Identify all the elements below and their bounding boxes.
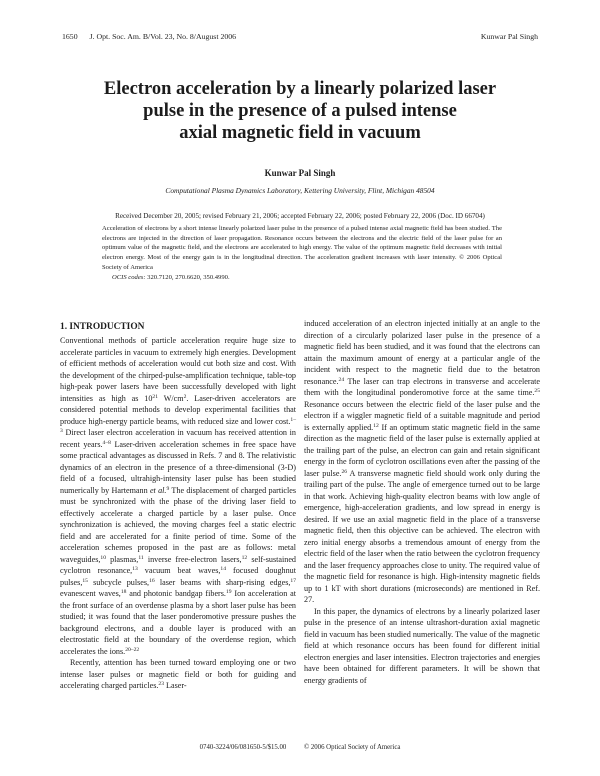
page-number: 1650 — [62, 31, 78, 41]
page-footer — [0, 744, 600, 751]
received-dates: Received December 20, 2005; revised February 21, 2006; accepted February 22, 2006; posted February 22, 2006 (Doc. ID 66704) — [115, 212, 485, 220]
intro-paragraph-1: Conventional methods of particle acceleration require huge size to accelerate particles in vacuum to extremely high energies. Development of efficient methods of acceleration would cut both size and cost. With the development of the chirped-pulse-amplification technique, table-top high-peak power lasers have been successfully developed with light intensities as high as $10^{21}$ $W/cm^2$. Laser-driven accelerators are considered potential methods to develop experimental facilities that produce high-energy particle beams, with reduced size and lower cost.$^{1-3}$ Direct laser electron acceleration in vacuum has received attention in recent years.$^{4-8}$ Laser-driven acceleration schemes in free space have some practical advantages as discussed in Refs. 7 and 8. The relativistic dynamics of an electron in the presence of a three-dimensional (3-D) field of a focused, ultrahigh-intensity laser pulse has been studied numerically by Hartemann et al.$^9$ The displacement of charged particles must be synchronized with the phase of the driving laser field to effectively accelerate a charged particle by a laser pulse. Once synchronization is achieved, the moving charges feel a static electric field and are accelerated for a finite period of time. Some of the acceleration schemes proposed in the past are as follows: metal waveguides,$^{10}$ plasmas,$^{11}$ inverse free-electron lasers,$^{12}$ self-sustained cyclotron resonance,$^{13}$ vacuum beat waves,$^{14}$ focused doughnut pulses,$^{15}$ subcycle pulses,$^{16}$ laser beams with sharp-rising edges,$^{17}$ evanescent waves,$^{18}$ and photonic bandgap fibers.$^{19}$ Ion acceleration at the front surface of an overdense plasma by a short laser pulse has been studied; it was found that the laser ponderomotive pressure pushes the background electrons, and a double layer is produced with an electrostatic field at the boundary of the overdense region, which accelerates the ions.$^{20-22}$ — [60, 336, 296, 656]
intro-paragraph-3: In this paper, the dynamics of electrons by a linearly polarized laser pulse in the presence of an intense ultrashort-duration axial magnetic field in vacuum has been studied numerically. The value of the magnetic field at which resonance occurs has been found for different initial electron energies and laser intensities. Electron trajectories and energies have been obtained for different parameters. It will be shown that energy gradients of — [304, 606, 540, 685]
running-header — [62, 30, 538, 42]
abstract-text: Acceleration of electrons by a short intense linearly polarized laser pulse in the presence of a pulsed intense axial magnetic field has been studied. The electrons are injected in the direction of laser propagation. Resonance occurs between the electrons and the electric field of the laser pulse for an optimum value of the magnetic field, and the electrons are accelerated to high energy. The value of the optimum magnetic field decreases with initial electron energy. Most of the energy gain is in the longitudinal direction. The acceleration gradient increases with laser intensity. © 2006 Optical Society of America — [102, 225, 502, 271]
left-column — [60, 318, 296, 692]
abstract — [102, 224, 502, 282]
paper-title — [60, 78, 540, 144]
ocis-label: OCIS codes: — [112, 273, 146, 281]
journal-citation: J. Opt. Soc. Am. B/Vol. 23, No. 8/August 2006 — [89, 31, 237, 41]
title-line-2: pulse in the presence of a pulsed intense — [143, 101, 457, 121]
title-line-1: Electron acceleration by a linearly polarized laser — [103, 79, 497, 99]
title-line-3: axial magnetic field in vacuum — [179, 123, 421, 143]
intro-paragraph-2-cont: induced acceleration of an electron injected initially at an angle to the direction of a circularly polarized laser pulse in the presence of a magnetic field has been studied, and it was found that the electrons can attain the maximum amount of energy at a particular angle of the incident with respect to the magnetic field due to the betatron resonance.$^{24}$ The laser can trap electrons in transverse and accelerate them with the longitudinal ponderomotive force at the same time.$^{25}$ Resonance occurs between the electric field of the laser pulse and the electron if a wiggler magnetic field of a suitable magnitude and period is externally applied.$^{12}$ If an optimum static magnetic field in the same direction as the magnetic field of the laser pulse is externally applied at the trailing part of the pulse, an electron can gain and retain significant energy in the form of cyclotron oscillations even after the passing of the laser pulse.$^{26}$ A transverse magnetic field should work only during the trailing part of the pulse. The angle of emergence turned out to be large in that work. Achieving high-quality electron beams with low angle of emergence, high-acceleration gradients, and low spread in energy is desired. If we use an axial magnetic field in the place of a transverse magnetic field, then this objective can be achieved. The electron with zero initial energy absorbs a tremendous amount of energy from the electric field of the laser when the ratio between the cyclotron frequency and the laser frequency approaches close to unity. The required value of the magnetic field for resonance is high. High-intensity magnetic fields up to 1 kT with short durations (microseconds) are mentioned in Ref. 27. — [304, 319, 540, 604]
intro-paragraph-2: Recently, attention has been turned toward employing one or two intense laser pulses or magnetic field or both for guiding and accelerating charged particles.$^{23}$ Laser- — [60, 658, 296, 690]
section-heading: 1. INTRODUCTION — [60, 322, 145, 332]
ocis-codes — [102, 273, 502, 283]
header-left — [62, 32, 246, 41]
footer-copyright: © 2006 Optical Society of America — [304, 744, 401, 751]
running-author: Kunwar Pal Singh — [480, 31, 538, 41]
ocis-values: 320.7120, 270.6620, 350.4990. — [147, 273, 230, 281]
author-name: Kunwar Pal Singh — [264, 168, 336, 178]
author-affiliation: Computational Plasma Dynamics Laboratory, Kettering University, Flint, Michigan 48504 — [165, 186, 435, 195]
footer-code: 0740-3224/06/081650-5/$15.00 — [199, 744, 287, 751]
right-column — [304, 318, 540, 686]
